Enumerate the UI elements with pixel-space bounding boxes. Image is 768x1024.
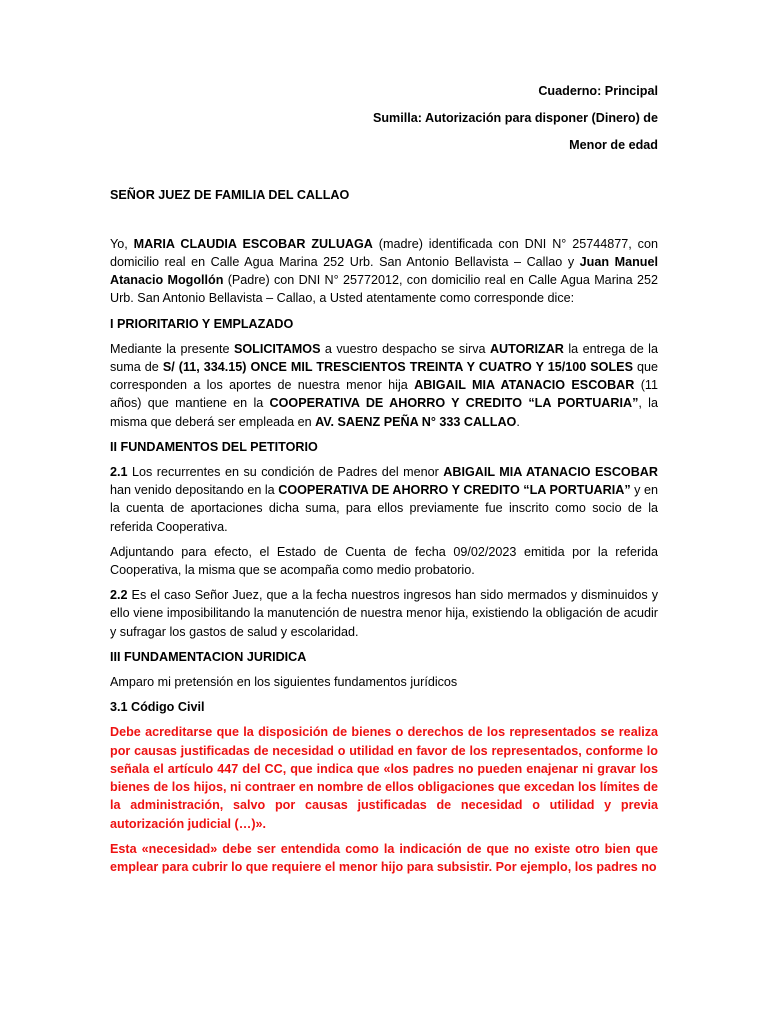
section-3-subheading: 3.1 Código Civil [110,700,205,715]
section-3-heading: III FUNDAMENTACION JURIDICA [110,649,307,664]
sumilla-line: Sumilla: Autorización para disponer (Dinero) de [372,111,658,126]
necessity-paragraph: Esta «necesidad» debe ser entendida como la indicación de que no existe otro bien que emplear para cubrir lo que requiere el menor hijo para subsistir. Por ejemplo, los padres no [110,841,658,874]
document-body [110,82,658,876]
intro-paragraph: Yo, MARIA CLAUDIA ESCOBAR ZULUAGA (madre) identificada con DNI N° 25744877, con domicilio real en Calle Agua Marina 252 Urb. San Antonio Bellavista – Callao y Juan Manuel Atanacio Mogollón (Padre) con DNI N° 25772012, con domicilio real en Calle Agua Marina 252 Urb. San Antonio Bellavista – Callao, a Usted atentamente como corresponde dice: [110,236,658,306]
legal-quote-paragraph: Debe acreditarse que la disposición de bienes o derechos de los representados se realiza por causas justificadas de necesidad o utilidad en favor de los representados, conforme lo señala el artículo 447 del CC, que indica que «los padres no pueden enajenar ni gravar los bienes de los hijos, ni contraer en nombre de ellos obligaciones que excedan los límites de la administración, salvo por causas justificadas de necesidad o utilidad y previa autorización judicial (…)». [110,725,658,831]
section-2-heading: II FUNDAMENTOS DEL PETITORIO [110,439,318,454]
section-2-paragraph-3: 2.2 Es el caso Señor Juez, que a la fecha nuestros ingresos han sido mermados y disminuidos y ello viene imposibilitando la manutención de nuestra menor hija, existiendo la obligación de acudir y sufragar los gastos de salud y escolaridad. [110,588,658,639]
sumilla-line-2: Menor de edad [569,138,658,153]
section-2-paragraph-2: Adjuntando para efecto, el Estado de Cuenta de fecha 09/02/2023 emitida por la referida Cooperativa, la misma que se acompaña como medio probatorio. [110,544,658,578]
addressee: SEÑOR JUEZ DE FAMILIA DEL CALLAO [110,187,350,202]
section-2-paragraph-1: 2.1 Los recurrentes en su condición de Padres del menor ABIGAIL MIA ATANACIO ESCOBAR han venido depositando en la COOPERATIVA DE AHORRO Y CREDITO “LA PORTUARIA” y en la cuenta de aportaciones dicha suma, para ellos previamente fue inscrito como socio de la referida Cooperativa. [110,465,658,534]
mother-name: MARIA CLAUDIA ESCOBAR ZULUAGA [133,236,373,251]
section-1-paragraph: Mediante la presente SOLICITAMOS a vuestro despacho se sirva AUTORIZAR la entrega de la suma de S/ (11, 334.15) ONCE MIL TRESCIENTOS TREINTA Y CUATRO Y 15/100 SOLES que corresponden a los aportes de nuestra menor hija ABIGAIL MIA ATANACIO ESCOBAR (11 años) que mantiene en la COOPERATIVA DE AHORRO Y CREDITO “LA PORTUARIA”, la misma que deberá ser empleada en AV. SAENZ PEÑA N° 333 CALLAO. [110,341,659,429]
section-3-intro: Amparo mi pretensión en los siguientes fundamentos jurídicos [110,675,458,690]
section-1-heading: I PRIORITARIO Y EMPLAZADO [110,316,294,331]
cuaderno-line: Cuaderno: Principal [538,84,658,98]
father-name: Juan Manuel Atanacio Mogollón [110,255,658,288]
